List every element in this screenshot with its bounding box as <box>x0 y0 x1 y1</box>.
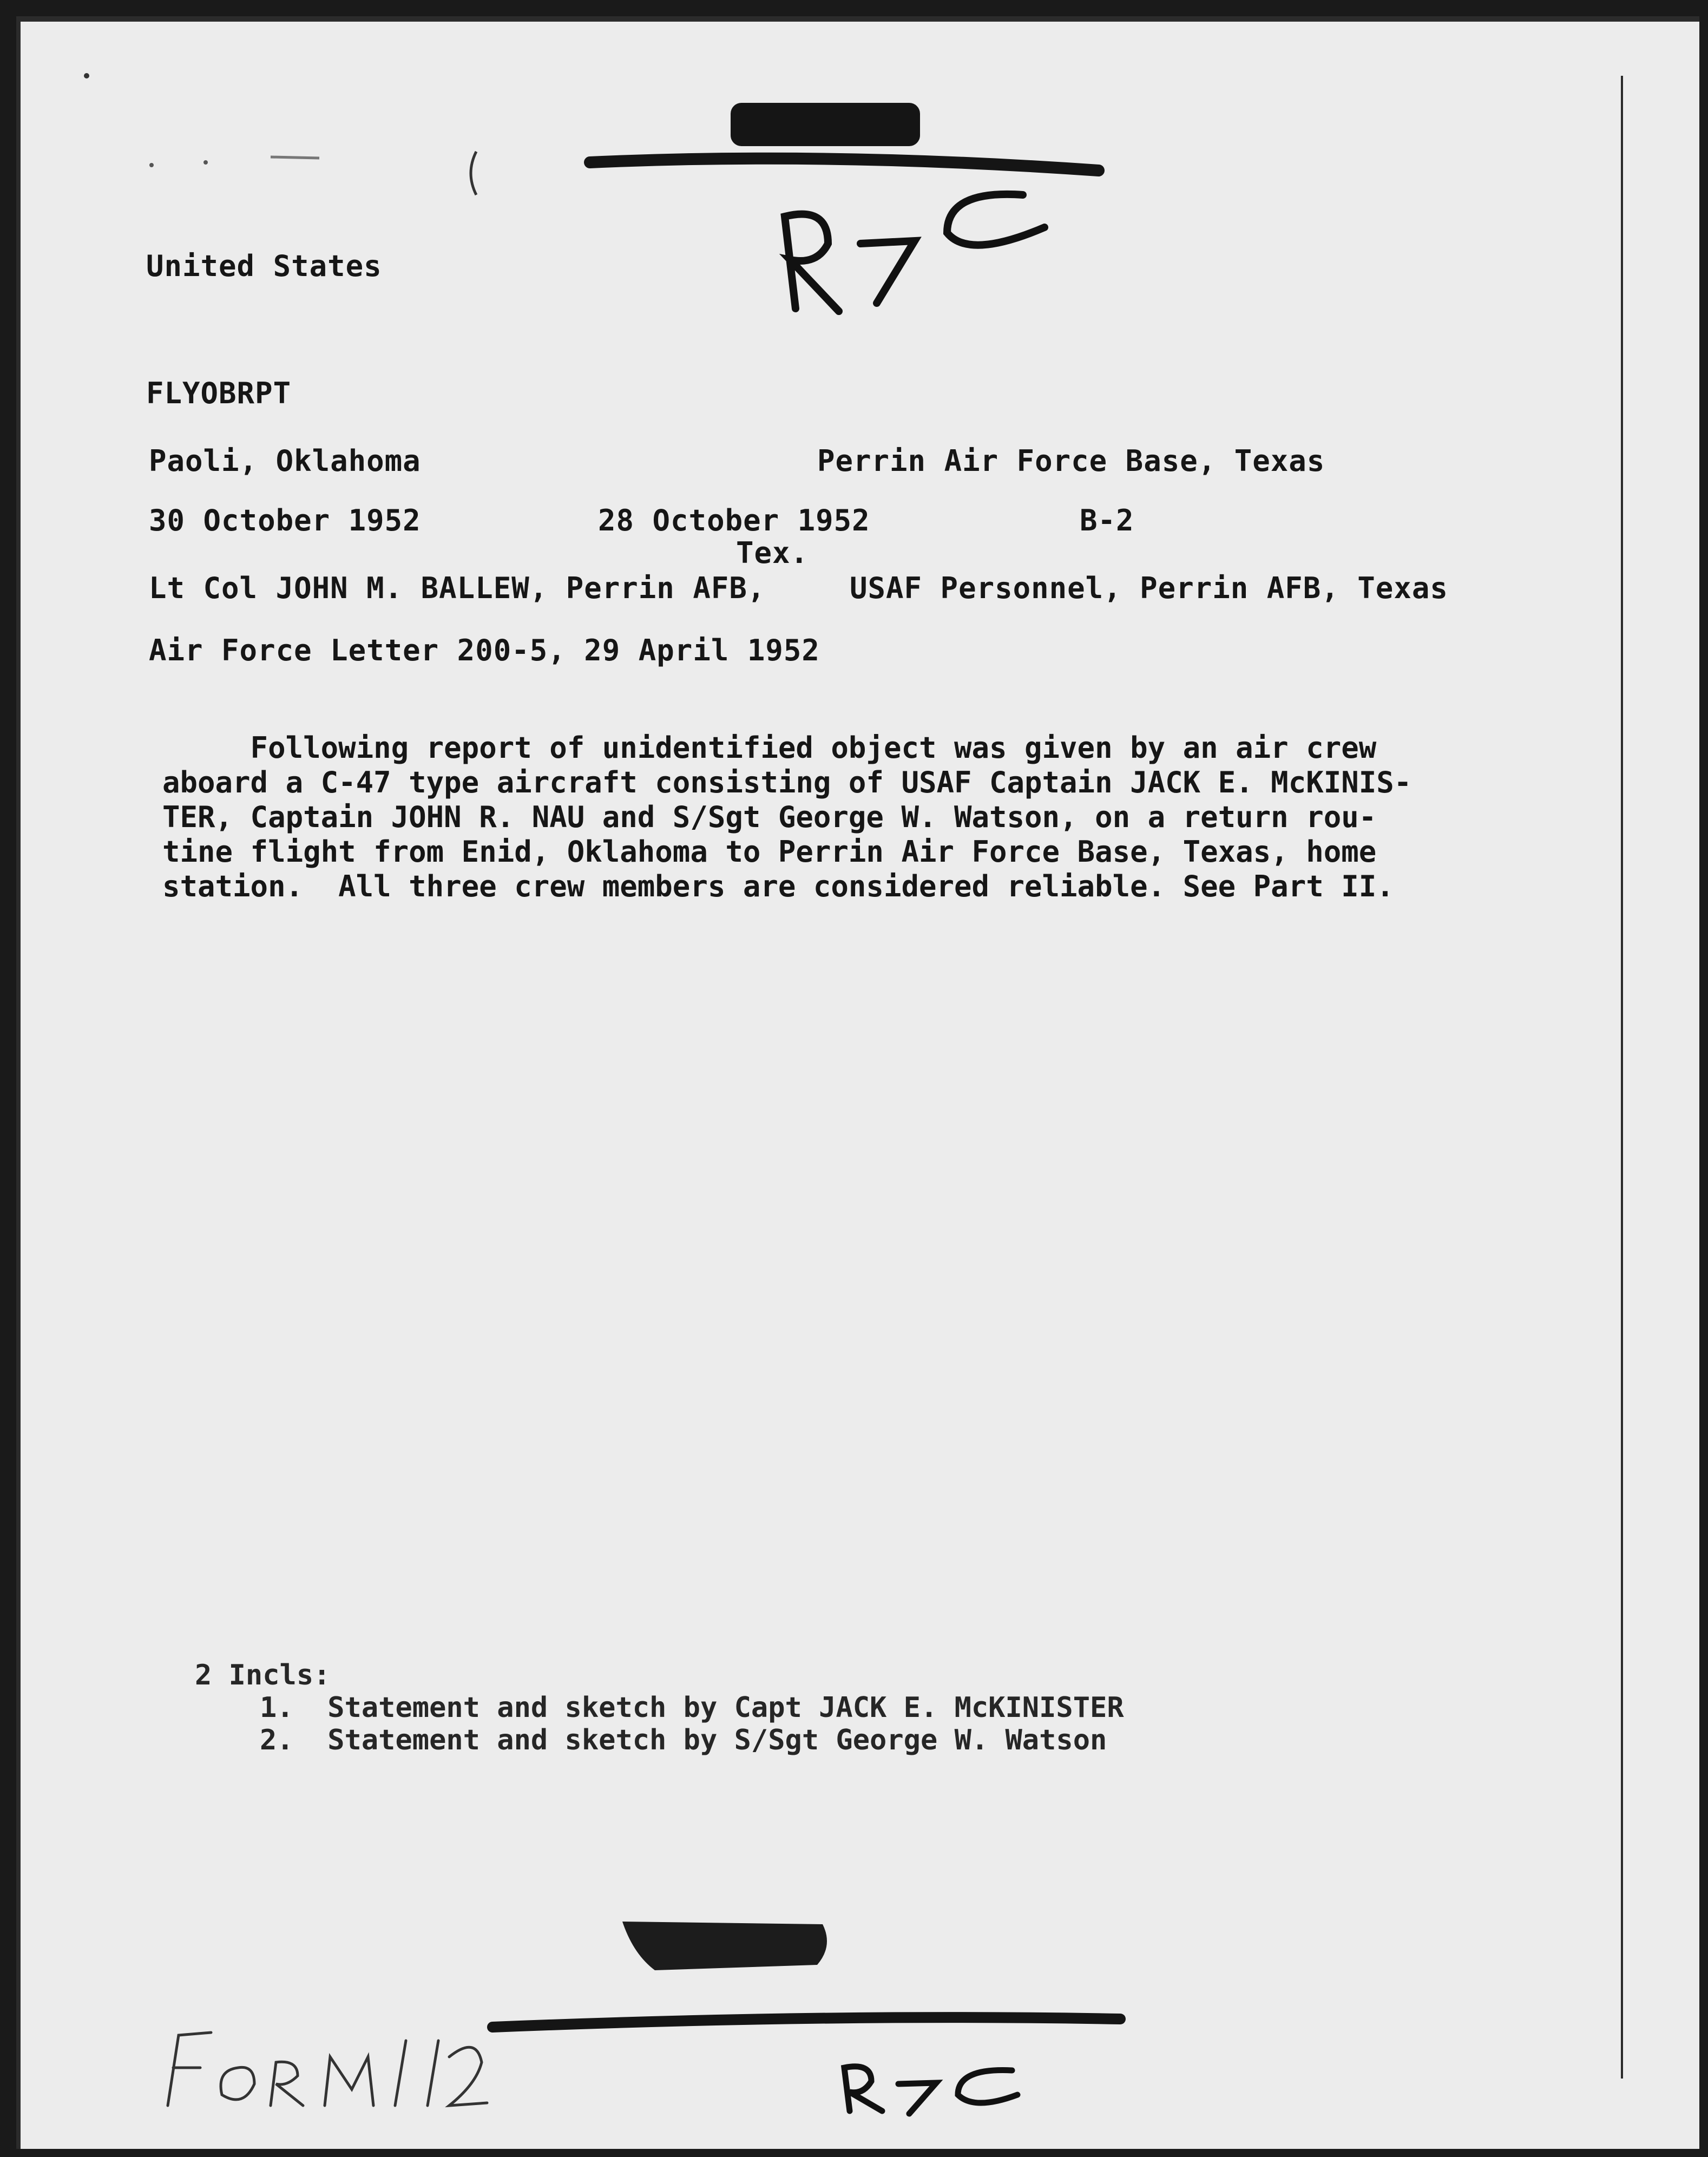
report-body <box>162 731 1569 904</box>
body-line: Following report of unidentified object was given by an air crew <box>162 731 1377 765</box>
enclosures-heading: 2 Incls: <box>195 1659 331 1691</box>
report-date: 30 October 1952 <box>149 503 421 537</box>
redaction-marks <box>16 16 1699 2149</box>
handwritten-form-note <box>168 2033 487 2106</box>
bottom-strike-line <box>492 2017 1120 2027</box>
reporting-origin: Perrin Air Force Base, Texas <box>817 444 1325 478</box>
prepared-by: Lt Col JOHN M. BALLEW, Perrin AFB, <box>149 571 766 605</box>
enclosures-block <box>195 1659 1124 1756</box>
stray-dot <box>149 163 154 167</box>
source-line: USAF Personnel, Perrin AFB, Texas <box>850 571 1448 605</box>
body-line: TER, Captain JOHN R. NAU and S/Sgt George W. Watson, on a return rou- <box>162 800 1377 834</box>
top-strike-line <box>590 159 1099 171</box>
body-line: aboard a C-47 type aircraft consisting of USAF Captain JACK E. McKINIS- <box>162 765 1412 799</box>
sighting-date: 28 October 1952 <box>598 503 870 537</box>
handwritten-mark-bottom <box>844 2067 1017 2114</box>
handwritten-mark-top <box>785 194 1044 311</box>
bottom-redaction-block <box>622 1922 827 1970</box>
top-redaction-block <box>731 103 920 146</box>
stray-dot <box>203 160 208 165</box>
document-page <box>16 16 1699 2149</box>
sighting-location: Paoli, Oklahoma <box>149 444 421 478</box>
tex-note: Tex. <box>736 536 809 570</box>
enclosure-item: 2. Statement and sketch by S/Sgt George W. Watson <box>260 1724 1107 1756</box>
stray-paren <box>471 152 476 195</box>
body-line: station. All three crew members are considered reliable. See Part II. <box>162 869 1394 903</box>
page-code: B-2 <box>1080 503 1134 537</box>
stray-dot <box>84 73 89 78</box>
country-heading: United States <box>146 249 382 283</box>
enclosure-item: 1. Statement and sketch by Capt JACK E. McKINISTER <box>260 1691 1124 1724</box>
body-line: tine flight from Enid, Oklahoma to Perrin Air Force Base, Texas, home <box>162 835 1377 869</box>
reference-line: Air Force Letter 200-5, 29 April 1952 <box>149 633 820 667</box>
report-type: FLYOBRPT <box>146 376 292 410</box>
stray-dash <box>271 157 319 158</box>
